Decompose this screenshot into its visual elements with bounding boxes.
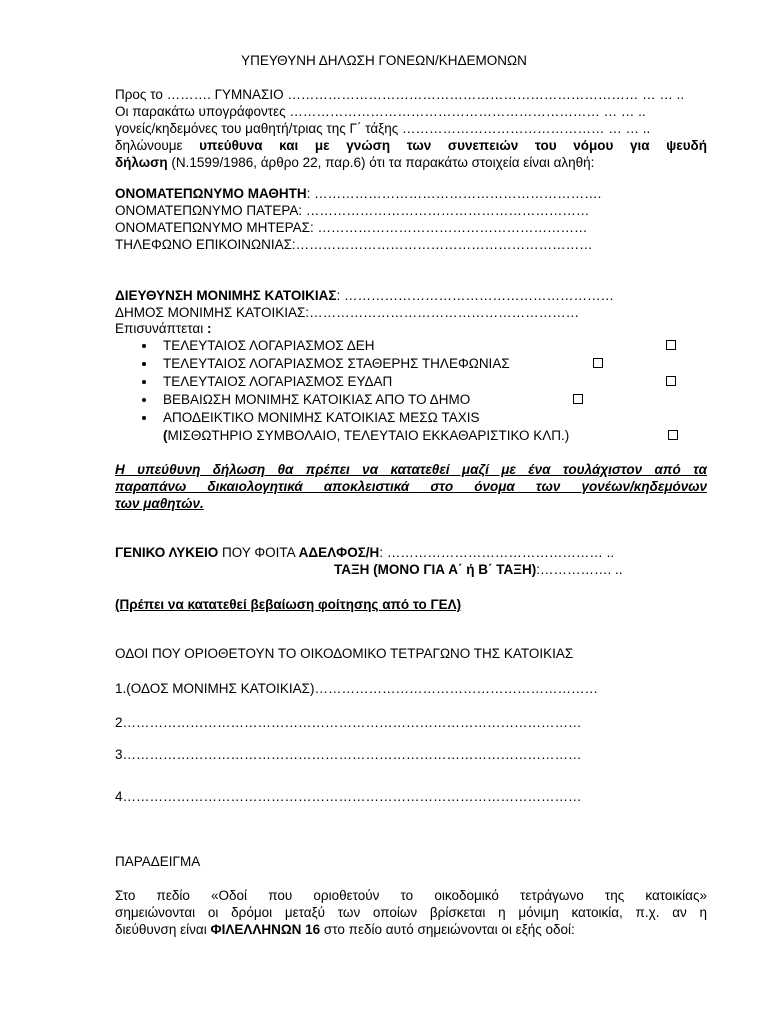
notice-line-2: παραπάνω δικαιολογητικά αποκλειστικά στο όνομα των γονέων/κηδεμόνων	[115, 479, 707, 494]
document-item: ΤΕΛΕΥΤΑΙΟΣ ΛΟΓΑΡΙΑΣΜΟΣ ΕΥΔΑΠ	[163, 374, 393, 389]
bullet-icon	[142, 344, 146, 348]
example-address: ΦΙΛΕΛΛΗΝΩΝ 16	[210, 922, 321, 937]
document-item: ΤΕΛΕΥΤΑΙΟΣ ΛΟΓΑΡΙΑΣΜΟΣ ΣΤΑΘΕΡΗΣ ΤΗΛΕΦΩΝΙΑΣ	[163, 356, 510, 371]
bullet-icon	[142, 362, 146, 366]
class-label: ΤΑΞΗ (ΜΟΝΟ ΓΙΑ Α΄ ή Β΄ ΤΑΞΗ)	[334, 562, 537, 577]
sibling-field: : ………………………………………… ..	[379, 545, 615, 560]
intro-line-law	[115, 154, 594, 171]
notice-line-1: Η υπεύθυνη δήλωση θα πρέπει να κατατεθεί μαζί με ένα τουλάχιστον από τα	[115, 462, 707, 477]
declare-text: δηλώνουμε	[115, 138, 200, 153]
street-field-3: 3…………………………………………………………………………………………	[115, 747, 582, 762]
law-reference: (Ν.1599/1986, άρθρο 22, παρ.6) ότι τα παρακάτω στοιχεία είναι αληθή:	[167, 155, 595, 170]
document-checkbox[interactable]	[593, 358, 603, 368]
streets-heading: ΟΔΟΙ ΠΟΥ ΟΡΙΟΘΕΤΟΥΝ ΤΟ ΟΙΚΟΔΟΜΙΚΟ ΤΕΤΡΑΓΩΝΟ ΤΗΣ ΚΑΤΟΙΚΙΑΣ	[115, 646, 574, 661]
street-field-2: 2…………………………………………………………………………………………	[115, 715, 582, 730]
street-field-1: 1.(ΟΔΟΣ ΜΟΝΙΜΗΣ ΚΑΤΟΙΚΙΑΣ)………………………………………………………	[115, 681, 599, 696]
paren-open: (	[163, 428, 168, 443]
phone-field: ΤΗΛΕΦΩΝΟ ΕΠΙΚΟΙΝΩΝΙΑΣ:…………………………………………………………	[115, 237, 593, 252]
example-text-end: στο πεδίο αυτό σημειώνονται οι εξής οδοί:	[320, 922, 575, 937]
sibling-label: ΑΔΕΛΦΟΣ/Η	[298, 545, 380, 560]
student-name-line	[115, 185, 601, 202]
attendance-note: (Πρέπει να κατατεθεί βεβαίωση φοίτησης από το ΓΕΛ)	[115, 597, 462, 612]
document-checkbox[interactable]	[668, 430, 678, 440]
student-name-field: : ……………………………………………………….	[306, 186, 602, 201]
street-field-4: 4…………………………………………………………………………………………	[115, 789, 582, 804]
attached-label-line	[115, 320, 211, 337]
document-extra-text: ΜΙΣΘΩΤΗΡΙΟ ΣΥΜΒΟΛΑΙΟ, ΤΕΛΕΥΤΑΙΟ ΕΚΚΑΘΑΡΙΣΤΙΚΟ ΚΛΠ.)	[167, 428, 570, 443]
address-label: ΔΙΕΥΘΥΝΣΗ ΜΟΝΙΜΗΣ ΚΑΤΟΙΚΙΑΣ	[115, 288, 337, 303]
document-checkbox[interactable]	[666, 376, 676, 386]
declaration-bold-word: δήλωση	[115, 155, 168, 170]
intro-line-guardians: γονείς/κηδεμόνες του μαθητή/τριας της Γ΄ τάξης ……………………………………… … … ..	[115, 121, 651, 136]
intro-line-signers: Οι παρακάτω υπογράφοντες …………………………………………………………… … … ..	[115, 104, 646, 119]
class-field: :……………. ..	[536, 562, 623, 577]
sibling-class-line	[334, 561, 622, 578]
student-name-label: ΟΝΟΜΑΤΕΠΩΝΥΜΟ ΜΑΘΗΤΗ	[115, 186, 307, 201]
example-line-1: Στο πεδίο «Οδοί που οριοθετούν το οικοδομικό τετράγωνο της κατοικίας»	[115, 888, 707, 903]
attends-text: ΠΟΥ ΦΟΙΤΑ	[218, 545, 299, 560]
bullet-icon	[142, 398, 146, 402]
bullet-icon	[142, 416, 146, 420]
municipality-field: ΔΗΜΟΣ ΜΟΝΙΜΗΣ ΚΑΤΟΙΚΙΑΣ:……………………………………………………	[115, 305, 580, 320]
attached-label: Επισυνάπτεται	[115, 321, 207, 336]
document-item: ΑΠΟΔΕΙΚΤΙΚΟ ΜΟΝΙΜΗΣ ΚΑΤΟΙΚΙΑΣ ΜΕΣΩ TAXIS	[163, 410, 480, 425]
notice-line-3: των μαθητών.	[115, 496, 204, 511]
intro-line-school: Προς το ………. ΓΥΜΝΑΣΙΟ …………………………………………………………………… … … ..	[115, 87, 685, 102]
document-item: ΒΕΒΑΙΩΣΗ ΜΟΝΙΜΗΣ ΚΑΤΟΙΚΙΑΣ ΑΠΟ ΤΟ ΔΗΜΟ	[163, 392, 471, 407]
document-title: ΥΠΕΥΘΥΝΗ ΔΗΛΩΣΗ ΓΟΝΕΩΝ/ΚΗΔΕΜΟΝΩΝ	[241, 53, 527, 68]
example-heading: ΠΑΡΑΔΕΙΓΜΑ	[115, 854, 201, 869]
address-field: : ……………………………………………………	[336, 288, 615, 303]
example-text: διεύθυνση είναι	[115, 922, 211, 937]
document-checkbox[interactable]	[573, 394, 583, 404]
lyceum-label: ΓΕΝΙΚΟ ΛΥΚΕΙΟ	[115, 545, 219, 560]
document-item-extra	[163, 427, 569, 444]
attached-colon: :	[206, 321, 212, 336]
mother-name-field: ΟΝΟΜΑΤΕΠΩΝΥΜΟ ΜΗΤΕΡΑΣ: ……………………………………………………	[115, 220, 588, 235]
example-line-2: σημειώνονται οι δρόμοι μεταξύ των οποίων βρίσκεται η μόνιμη κατοικία, π.χ. αν η	[115, 905, 707, 920]
example-line-3	[115, 921, 575, 938]
father-name-field: ΟΝΟΜΑΤΕΠΩΝΥΜΟ ΠΑΤΕΡΑ: ………………………………………………………	[115, 203, 590, 218]
bullet-icon	[142, 380, 146, 384]
document-item: ΤΕΛΕΥΤΑΙΟΣ ΛΟΓΑΡΙΑΣΜΟΣ ΔΕΗ	[163, 338, 375, 353]
sibling-school-line	[115, 544, 614, 561]
address-line	[115, 287, 614, 304]
document-checkbox[interactable]	[666, 340, 676, 350]
intro-line-declare	[115, 137, 707, 154]
declare-bold-text: υπεύθυνα και με γνώση των συνεπειών του νόμου για ψευδή	[199, 138, 707, 153]
